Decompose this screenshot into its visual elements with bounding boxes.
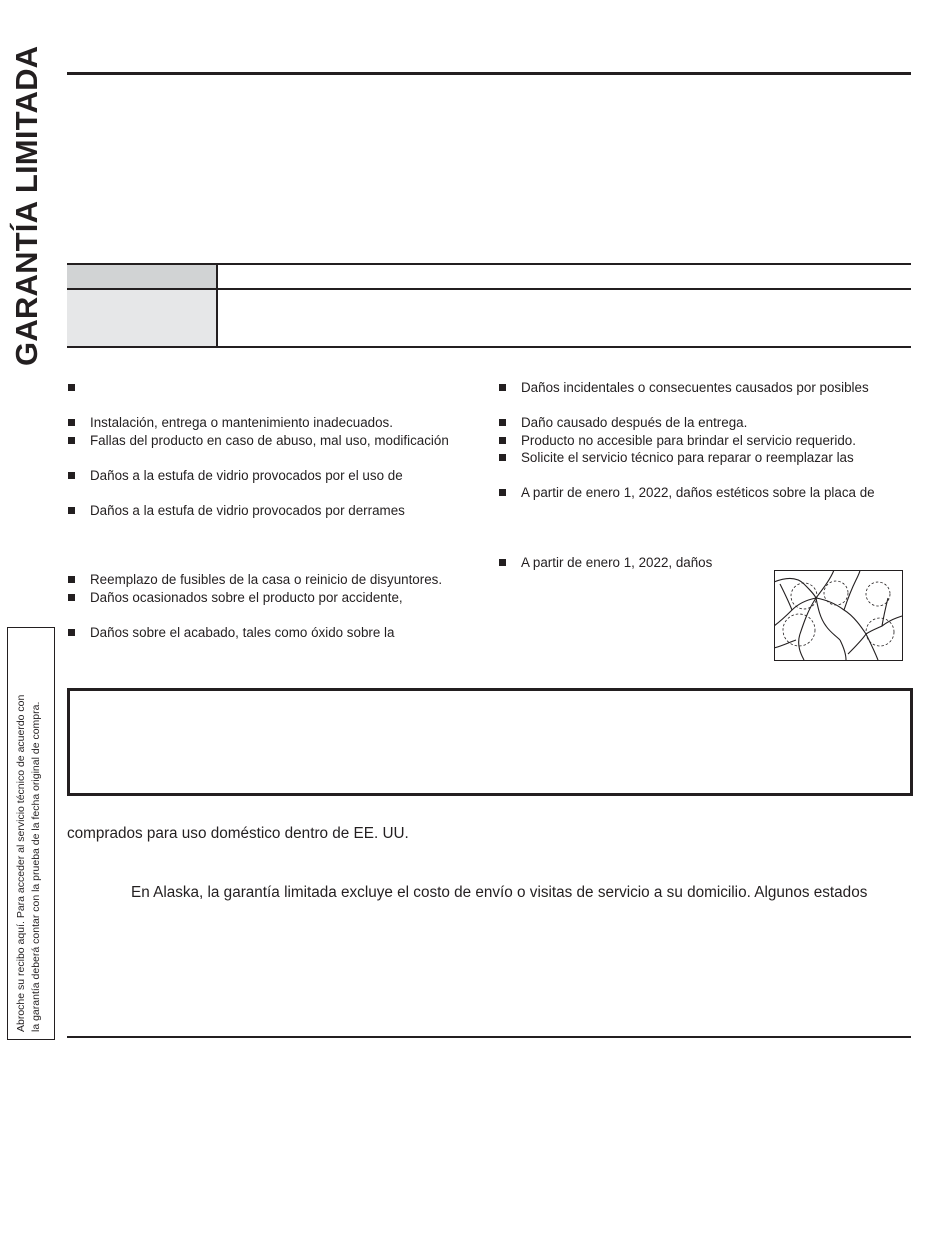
- receipt-line: Abroche su recibo aquí. Para acceder al servicio técnico de acuerdo con: [15, 694, 27, 1032]
- bullet-square-icon: [499, 454, 506, 461]
- bullet-square-icon: [499, 559, 506, 566]
- bullet-square-icon: [68, 594, 75, 601]
- cracked-glass-icon: [774, 570, 903, 661]
- body-line-alaska: En Alaska, la garantía limitada excluye el costo de envío o visitas de servicio a su domicilio. Algunos estados: [131, 884, 868, 901]
- receipt-line: la garantía deberá contar con la prueba de la fecha original de compra.: [30, 701, 42, 1032]
- bottom-rule: [67, 1036, 911, 1038]
- notice-box: [67, 688, 913, 796]
- bullet-square-icon: [68, 576, 75, 583]
- table-rule-middle: [67, 288, 911, 290]
- bullet-square-icon: [68, 437, 75, 444]
- table-column-divider: [216, 264, 218, 347]
- top-rule: [67, 72, 911, 75]
- coverage-table-row-cell: [67, 290, 217, 346]
- body-line-us-purchase: comprados para uso doméstico dentro de EE. UU.: [67, 825, 409, 842]
- bullet-square-icon: [499, 384, 506, 391]
- receipt-instructions: [14, 642, 44, 1032]
- bullet-square-icon: [68, 384, 75, 391]
- page-side-title: GARANTÍA LIMITADA: [9, 45, 44, 366]
- table-rule-bottom: [67, 346, 911, 348]
- bullet-square-icon: [499, 437, 506, 444]
- bullet-square-icon: [499, 419, 506, 426]
- bullet-square-icon: [68, 629, 75, 636]
- bullet-square-icon: [68, 472, 75, 479]
- table-rule-top: [67, 263, 911, 265]
- bullet-square-icon: [68, 419, 75, 426]
- bullet-square-icon: [68, 507, 75, 514]
- coverage-table-header-cell: [67, 264, 217, 288]
- bullet-square-icon: [499, 489, 506, 496]
